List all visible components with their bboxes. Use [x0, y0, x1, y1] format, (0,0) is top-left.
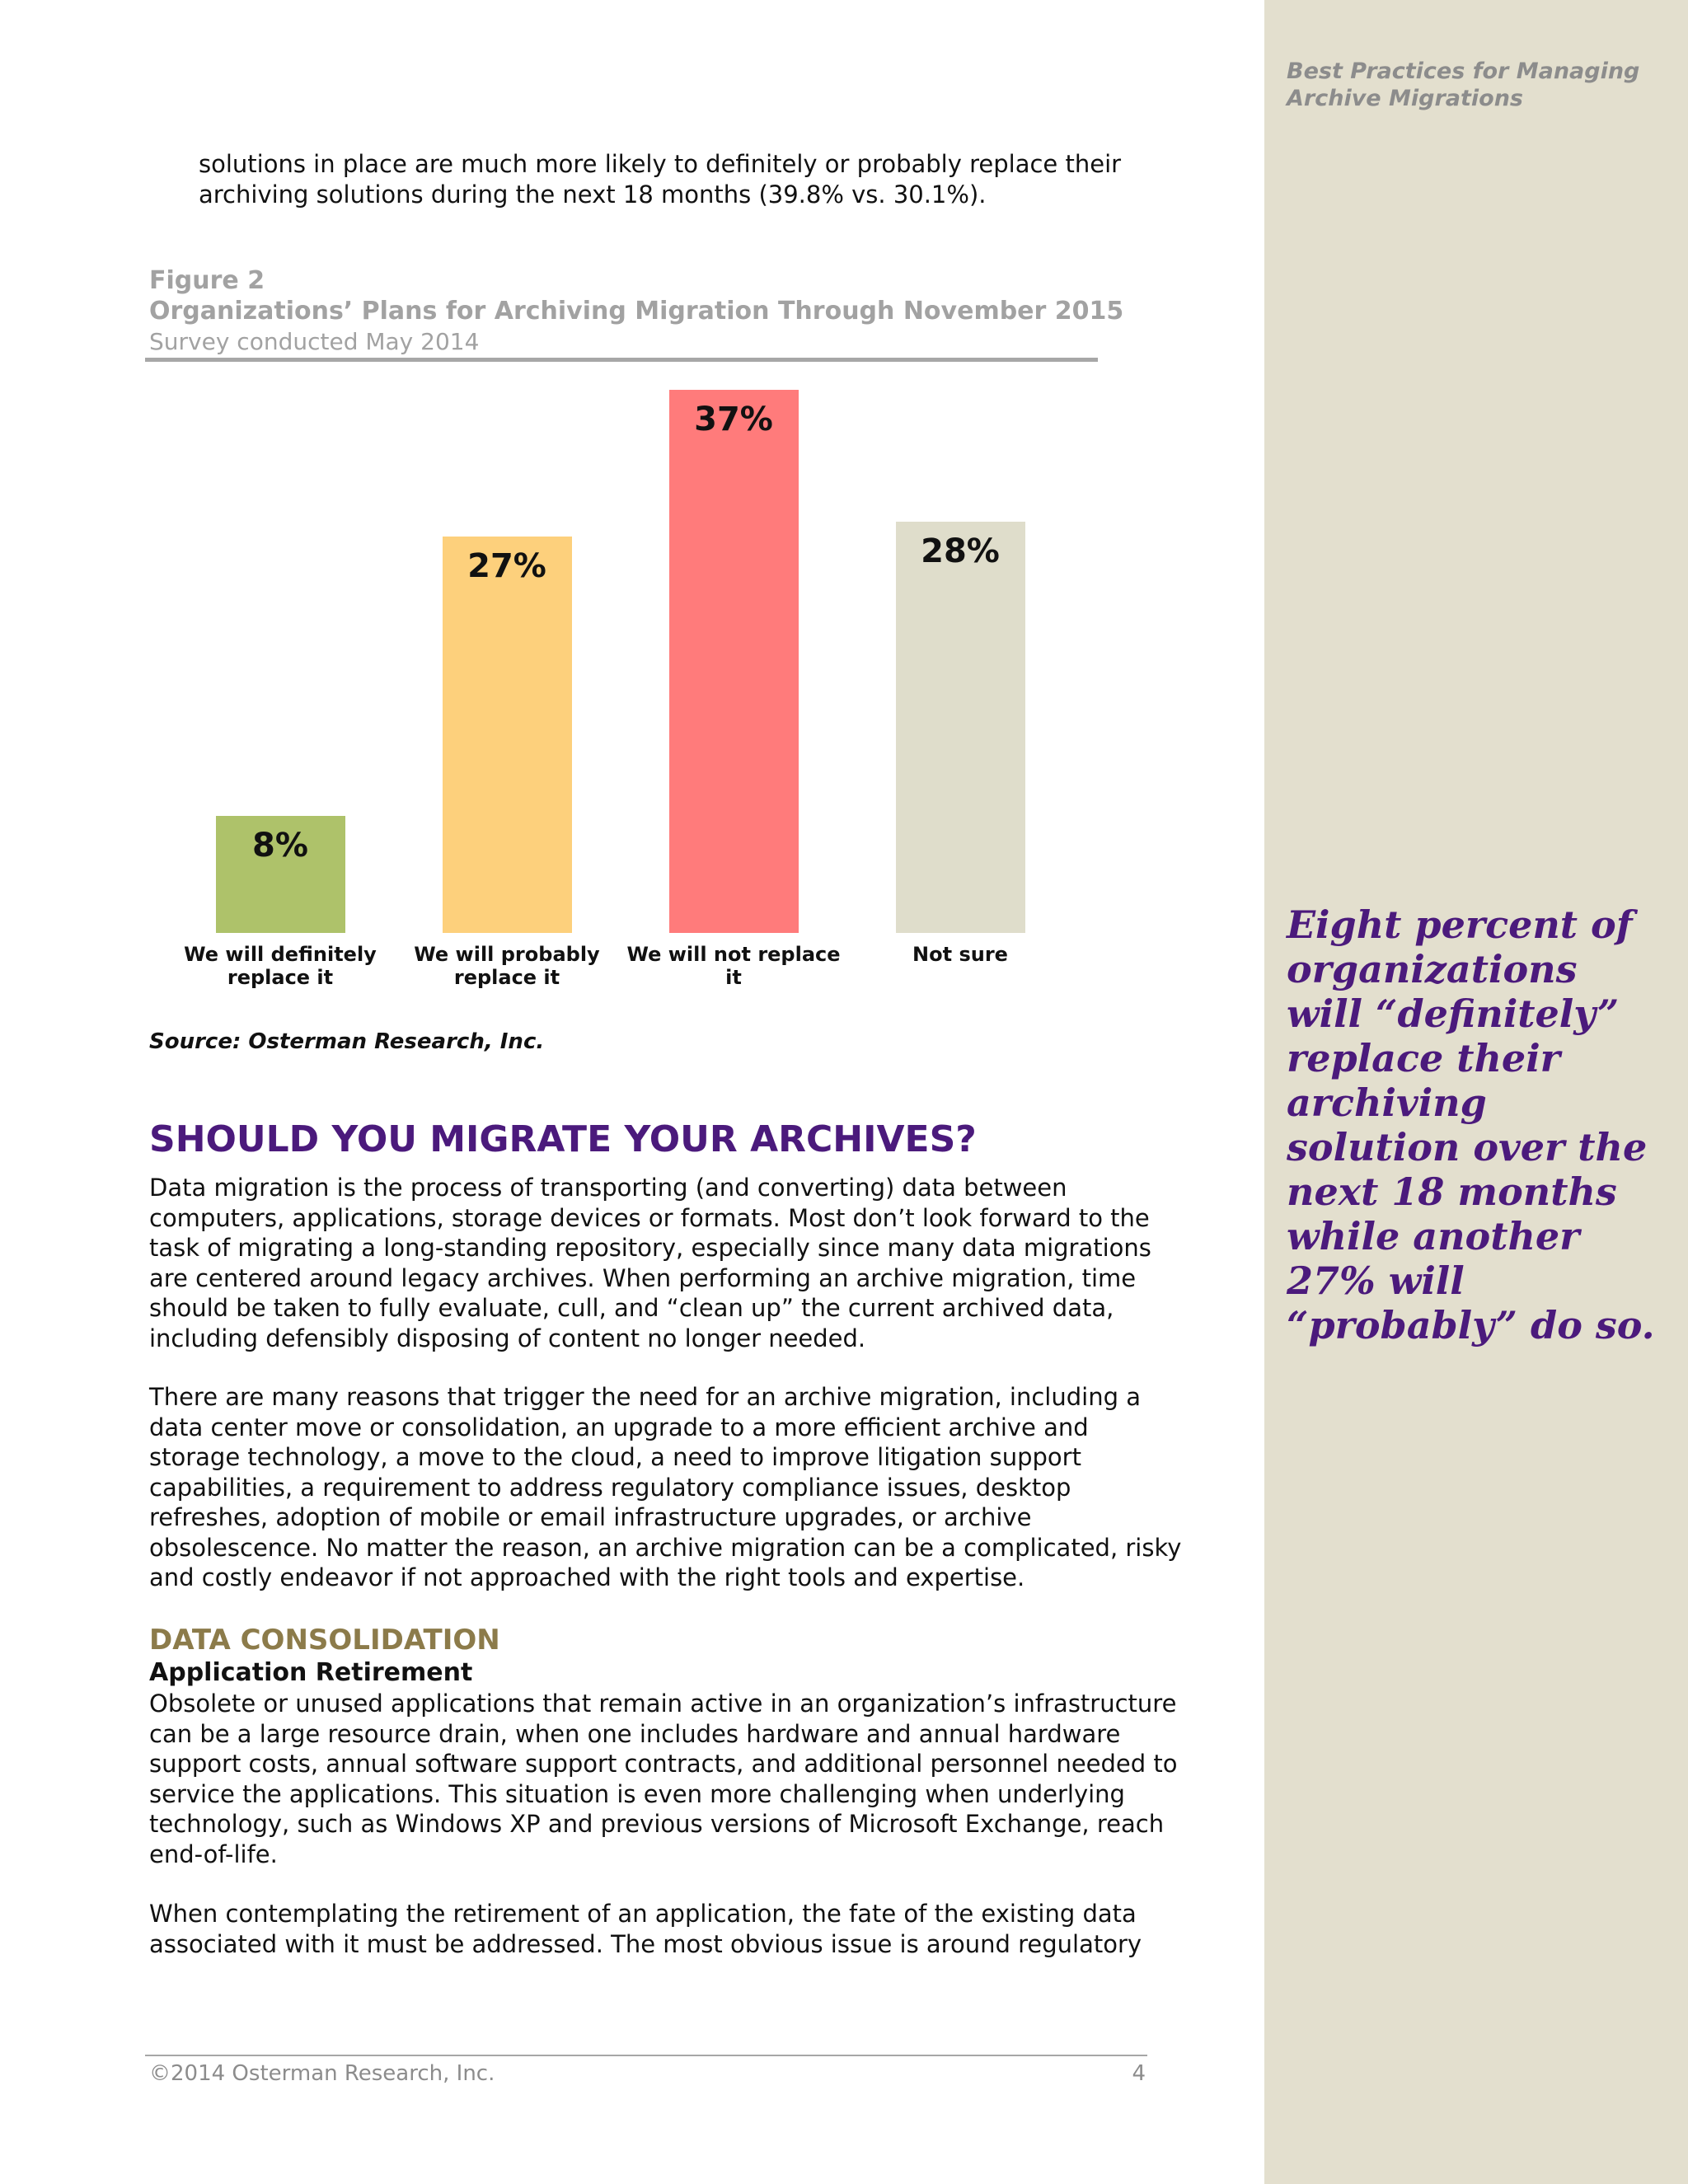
sidebar: [1264, 0, 1688, 2184]
pull-quote-line: Eight percent of: [1287, 902, 1633, 947]
text-line: associated with it must be addressed. The most obvious issue is around regulatory: [149, 1929, 1142, 1958]
text-line: When contemplating the retirement of an application, the fate of the existing data: [149, 1900, 1137, 1928]
text-line: service the applications. This situation is even more challenging when underlying: [149, 1779, 1125, 1808]
pull-quote-line: solution over the: [1287, 1125, 1648, 1169]
text-line: data center move or consolidation, an upgrade to a more efficient archive and: [149, 1413, 1089, 1441]
intro-paragraph: [199, 149, 1121, 209]
category-label-line: We will probably: [414, 943, 600, 966]
running-header-line: Best Practices for Managing: [1287, 59, 1640, 84]
category-label: [853, 943, 1067, 966]
category-label: [626, 943, 841, 989]
section-paragraph-1: [149, 1173, 1151, 1353]
pull-quote-line: while another: [1287, 1214, 1580, 1258]
text-line: Obsolete or unused applications that remain active in an organization’s infrastructure: [149, 1690, 1177, 1718]
text-line: technology, such as Windows XP and previous versions of Microsoft Exchange, reach: [149, 1810, 1165, 1838]
text-line: solutions in place are much more likely to definitely or probably replace their: [199, 150, 1122, 178]
figure-subtitle: Survey conducted May 2014: [149, 328, 480, 355]
category-label-line: We will not replace it: [626, 943, 841, 989]
text-line: Data migration is the process of transporting (and converting) data between: [149, 1174, 1067, 1202]
chart-bar: [669, 390, 799, 933]
pull-quote-line: replace their: [1287, 1036, 1560, 1080]
pull-quote-line: organizations: [1287, 947, 1578, 991]
category-label-line: We will definitely: [184, 943, 377, 966]
category-label-line: Not sure: [912, 943, 1008, 966]
pull-quote-line: will “definitely”: [1287, 991, 1620, 1036]
text-line: including defensibly disposing of content no longer needed.: [149, 1324, 866, 1352]
figure-source: Source: Osterman Research, Inc.: [149, 1029, 545, 1054]
chart-bar: [896, 522, 1025, 933]
subsection-paragraph-1: [149, 1689, 1178, 1869]
text-line: archiving solutions during the next 18 months (39.8% vs. 30.1%).: [199, 180, 987, 209]
bar-chart: [145, 363, 1101, 1005]
text-line: There are many reasons that trigger the need for an archive migration, including a: [149, 1383, 1141, 1411]
subsection-heading: DATA CONSOLIDATION: [149, 1624, 500, 1657]
category-label: [400, 943, 614, 989]
page-number: 4: [1132, 2061, 1146, 2086]
category-label-line: replace it: [453, 966, 560, 989]
text-line: refreshes, adoption of mobile or email infrastructure upgrades, or archive: [149, 1503, 1032, 1531]
bar-value-label: 37%: [694, 401, 773, 438]
category-label: [173, 943, 387, 989]
section-heading: SHOULD YOU MIGRATE YOUR ARCHIVES?: [149, 1118, 977, 1160]
section-paragraph-2: [149, 1382, 1181, 1593]
figure-caption: [149, 265, 1124, 357]
bar-value-label: 8%: [252, 826, 308, 865]
figure-divider: [145, 358, 1098, 362]
text-line: can be a large resource drain, when one includes hardware and annual hardware: [149, 1719, 1121, 1748]
pull-quote-line: archiving: [1287, 1080, 1487, 1125]
text-line: capabilities, a requirement to address regulatory compliance issues, desktop: [149, 1473, 1071, 1502]
category-label-line: replace it: [227, 966, 334, 989]
figure-title: Organizations’ Plans for Archiving Migration Through November 2015: [149, 297, 1124, 326]
text-line: computers, applications, storage devices or formats. Most don’t look forward to the: [149, 1203, 1150, 1232]
text-line: are centered around legacy archives. When performing an archive migration, time: [149, 1263, 1137, 1292]
text-line: storage technology, a move to the cloud, a need to improve litigation support: [149, 1443, 1081, 1471]
bar-value-label: 27%: [467, 547, 546, 586]
pull-quote: [1287, 902, 1674, 1347]
pull-quote-line: 27% will: [1287, 1258, 1465, 1303]
text-line: should be taken to fully evaluate, cull, and “clean up” the current archived data,: [149, 1294, 1114, 1322]
pull-quote-line: “probably” do so.: [1287, 1303, 1655, 1347]
footer-copyright: ©2014 Osterman Research, Inc.: [149, 2061, 495, 2086]
bar-value-label: 28%: [921, 532, 1000, 571]
text-line: obsolescence. No matter the reason, an archive migration can be a complicated, risky: [149, 1533, 1182, 1562]
chart-bar: [443, 537, 572, 933]
text-line: end-of-life.: [149, 1840, 278, 1868]
text-line: and costly endeavor if not approached with the right tools and expertise.: [149, 1563, 1025, 1591]
text-line: task of migrating a long-standing repository, especially since many data migrations: [149, 1234, 1151, 1262]
footer-divider: [145, 2055, 1147, 2056]
running-header: [1287, 58, 1674, 112]
subsection-subheading: Application Retirement: [149, 1658, 473, 1687]
pull-quote-line: next 18 months: [1287, 1169, 1617, 1214]
figure-number: Figure 2: [149, 266, 265, 295]
subsection-paragraph-2: [149, 1899, 1142, 1959]
text-line: support costs, annual software support contracts, and additional personnel needed to: [149, 1750, 1178, 1778]
running-header-line: Archive Migrations: [1287, 86, 1523, 111]
